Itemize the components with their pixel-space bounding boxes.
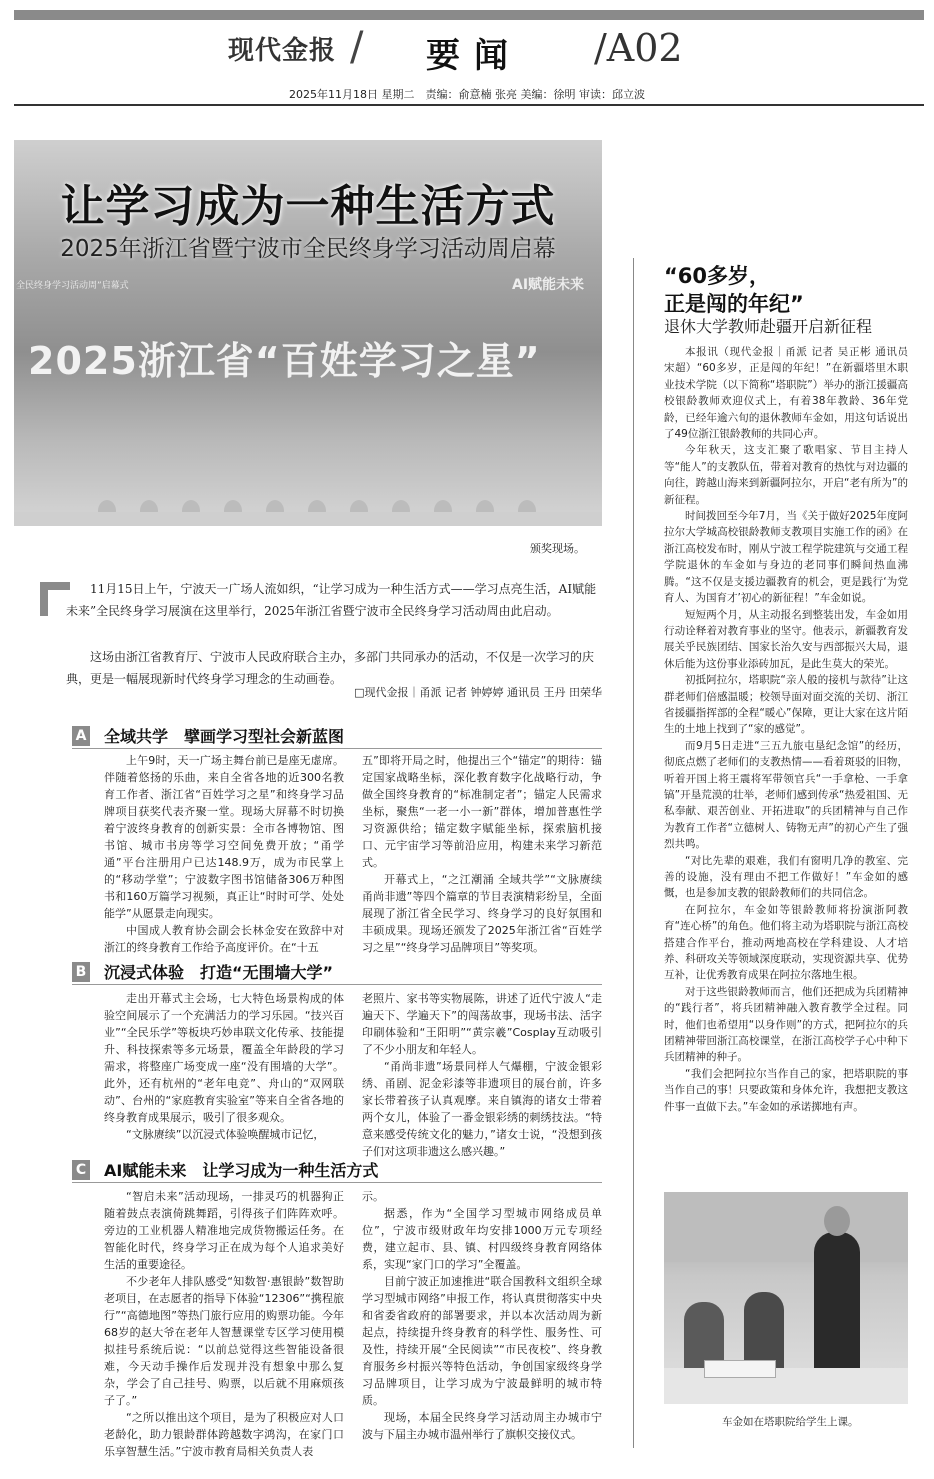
sidebar-paragraph: 本报讯（现代金报｜甬派 记者 吴正彬 通讯员 宋超）“60多岁，正是闯的年纪！”在新疆塔里木职业技术学院（以下简称“塔职院”）举办的浙江援疆高校银龄教师欢迎仪式上，有着38年教龄、36年党龄，已经年逾六旬的退休教师车金如，用这句话说出了49位浙江银龄教师的共同心声。 bbox=[664, 346, 908, 441]
section-a-rule bbox=[72, 748, 602, 749]
section-c-rule bbox=[72, 1182, 602, 1183]
article-paragraph: 目前宁波正加速推进“联合国教科文组织全球学习型城市网络”申报工作，将认真贯彻落实中央和省委省政府的部署要求，并以本次活动周为新起点，持续提升终身教育的科学性、服务性、可及性，持续开展“全民阅读”“市民夜校”、终身教育服务乡村振兴等特色活动，争创国家级终身学习品牌项目，让学习成为宁波最鲜明的城市特质。 bbox=[362, 1275, 602, 1407]
sidebar-paragraph: 对于这些银龄教师而言，他们还把成为兵团精神的“践行者”，将兵团精神融入教育教学全过程。同时，他们也希望用“以身作则”的方式，把阿拉尔的兵团精神带回浙江高校课堂，在浙江高校学子心中种下兵团精神的种子。 bbox=[664, 985, 908, 1064]
section-name: 要闻 bbox=[426, 36, 522, 76]
masthead-rule bbox=[14, 104, 924, 106]
article-paragraph: 老照片、家书等实物展陈，讲述了近代宁波人“走遍天下、学遍天下”的闯荡故事，现场书法、活字印刷体验和“王阳明”“黄宗羲”Cosplay互动吸引了不少小朋友和年轻人。 bbox=[362, 992, 602, 1056]
article-paragraph: 不少老年人排队感受“知数智·惠银龄”数智助老项目，在志愿者的指导下体验“12306”“携程旅行”“高德地图”等热门旅行应用的购票功能。今年68岁的赵大爷在老年人智慧课堂专区学习使用模拟挂号系统后说：“以前总觉得这些智能设备很难，今天动手操作后发现并没有想象中那么复杂，学会了自己挂号、购票，以后就不用麻烦孩子了。” bbox=[104, 1275, 344, 1407]
sidebar-paragraph: 在阿拉尔，车金如等银龄教师将扮演浙阿教育“连心桥”的角色。他们将主动为塔职院与浙江高校搭建合作平台，推动两地高校在学科建设、人才培养、科研攻关等领域深度联动，实现资源共享、优势互补，让优秀教育成果在阿拉尔落地生根。 bbox=[664, 903, 908, 982]
sidebar-subheadline: 退休大学教师赴疆开启新征程 bbox=[664, 317, 873, 336]
article-paragraph: “甬尚非遗”场景同样人气爆棚，宁波金银彩绣、甬剧、泥金彩漆等非遗项目的展台前，许多家长带着孩子认真观摩。来自镇海的诸女士带着两个女儿，体验了一番金银彩绣的刺绣技法。“特意来感受传统文化的魅力，”诸女士说，“没想到孩子们对这项非遗这么感兴趣。” bbox=[362, 1060, 602, 1158]
top-bar bbox=[14, 10, 924, 20]
subheadline: 2025年浙江省暨宁波市全民终身学习活动周启幕 bbox=[60, 236, 556, 262]
sidebar-body bbox=[664, 344, 908, 1115]
stage-brand-logo: AI赋能未来 bbox=[512, 277, 585, 293]
dateline: 2025年11月18日 星期二 责编：俞意楠 张亮 美编：徐明 审读：邱立波 bbox=[289, 88, 645, 101]
sidebar-headline-line2: 正是闯的年纪” bbox=[664, 292, 804, 316]
sidebar-paragraph: 而9月5日走进“三五九旅屯垦纪念馆”的经历，彻底点燃了老师们的支教热情——看着斑驳的旧物，听着开国上将王震将军带领官兵“一手拿枪、一手拿镐”开垦荒漠的壮举，老师们感到传承“热爱祖国、无私奉献、艰苦创业、开拓进取”的兵团精神与自己作为教育工作者“立德树人、铸物无声”的初心产生了强烈共鸣。 bbox=[664, 739, 908, 851]
column-divider bbox=[633, 258, 634, 1448]
newspaper-name: 现代金报 bbox=[228, 36, 337, 66]
section-c-title: AI赋能未来 让学习成为一种生活方式 bbox=[104, 1161, 379, 1180]
article-paragraph: 开幕式上，“之江潮涌 全域共学”“文脉赓续 甬尚非遗”等四个篇章的节目表演精彩纷呈，全面展现了浙江省全民学习、终身学习的良好氛围和丰硕成果。现场还颁发了2025年浙江省“百姓学习之星”“终身学习品牌项目”等奖项。 bbox=[362, 873, 602, 954]
section-b-column-left bbox=[104, 990, 344, 1143]
section-c-column-right bbox=[362, 1188, 602, 1443]
stage-banner-small: 全民终身学习活动周”启幕式 bbox=[16, 281, 129, 291]
sidebar-paragraph: 初抵阿拉尔，塔职院“亲人般的接机与款待”让这群老师们倍感温暖；校领导面对面交流的关切、浙江省援疆指挥部的全程“暖心”保障，更让大家在这片陌生的土地上找到了“家的感觉”。 bbox=[664, 674, 908, 736]
sidebar-paragraph: “我们会把阿拉尔当作自己的家，把塔职院的事当作自己的事！只要政策和身体允许，我想把支教这件事一直做下去。”车金如的承诺掷地有声。 bbox=[664, 1067, 908, 1113]
article-paragraph: 现场，本届全民终身学习活动周主办城市宁波与下届主办城市温州举行了旗帜交接仪式。 bbox=[362, 1411, 602, 1441]
section-c-column-left bbox=[104, 1188, 344, 1460]
article-paragraph: “文脉赓续”以沉浸式体验唤醒城市记忆， bbox=[126, 1128, 325, 1141]
intro-paragraph: 11月15日上午，宁波天一广场人流如织，“让学习成为一种生活方式——学习点亮生活，AI赋能未来”全民终身学习展演在这里举行，2025年浙江省暨宁波市全民终身学习活动周由此启动。 bbox=[66, 582, 597, 618]
article-paragraph: “之所以推出这个项目，是为了积极应对人口老龄化，助力银龄群体跨越数字鸿沟，在家门口乐享智慧生活。”宁波市教育局相关负责人表 bbox=[104, 1411, 344, 1458]
photo-caption: 颁奖现场。 bbox=[530, 542, 585, 555]
section-b-title: 沉浸式体验 打造“无围墙大学” bbox=[104, 963, 334, 982]
intro-paragraph-2: 这场由浙江省教育厅、宁波市人民政府联合主办，多部门共同承办的活动，不仅是一次学习的庆典，更是一幅展现新时代终身学习理念的生动画卷。 bbox=[66, 650, 595, 686]
section-a-marker: A bbox=[72, 726, 90, 746]
masthead-divider: / bbox=[350, 24, 364, 70]
article-paragraph: 示。 bbox=[362, 1190, 384, 1203]
sidebar-paragraph: “对比先辈的艰难，我们有窗明几净的教室、完善的设施，没有理由不把工作做好！”车金如的感慨，也是参加支教的银龄教师们的共同信念。 bbox=[664, 854, 908, 900]
article-paragraph: 五”即将开局之时，他提出三个“锚定”的期待：锚定国家战略坐标，深化教育数字化战略行动，争做全国终身教育的“标准制定者”；锚定人民需求坐标，聚焦“一老一小一新”群体，增加普惠性学习资源供给；锚定数字赋能坐标，探索脑机接口、元宇宙学习等前沿应用，构建未来学习新范式。 bbox=[362, 754, 602, 869]
classroom-photo bbox=[664, 1192, 908, 1404]
article-paragraph: 据悉，作为“全国学习型城市网络成员单位”，宁波市级财政年均安排1000万元专项经费，建立起市、县、镇、村四级终身教育网络体系，实现“家门口的学习”全覆盖。 bbox=[362, 1207, 602, 1271]
section-a-column-right bbox=[362, 752, 602, 956]
section-b-rule bbox=[72, 984, 602, 985]
stage-backdrop-title: 2025浙江省“百姓学习之星” bbox=[28, 339, 541, 383]
section-b-column-right bbox=[362, 990, 602, 1160]
section-a-column-left bbox=[104, 752, 344, 956]
section-b-marker: B bbox=[72, 962, 90, 982]
sidebar-paragraph: 今年秋天，这支汇聚了歌唱家、节目主持人等“能人”的支教队伍，带着对教育的热忱与对边疆的向往，跨越山海来到新疆阿拉尔，开启“老有所为”的新征程。 bbox=[664, 444, 908, 506]
sidebar-headline bbox=[664, 262, 924, 318]
article-paragraph: 走出开幕式主会场，七大特色场景构成的体验空间展示了一个充满活力的学习乐园。“技兴百业”“全民乐学”等板块巧妙串联文化传承、技能提升、科技探索等多元场景，覆盖全年龄段的学习需求，将整座广场变成一座“没有围墙的大学”。此外，还有杭州的“老年电竞”、舟山的“双网联动”、台州的“家庭教育实验室”等来自全省各地的终身教育成果展示，吸引了很多观众。 bbox=[104, 992, 344, 1124]
headline: 让学习成为一种生活方式 bbox=[60, 181, 556, 232]
sidebar-headline-line1: “60多岁， bbox=[664, 264, 771, 288]
article-paragraph: 上午9时，天一广场主舞台前已是座无虚席。伴随着悠扬的乐曲，来自全省各地的近300名教育工作者、浙江省“百姓学习之星”和终身学习品牌项目获奖代表齐聚一堂。现场大屏幕不时切换着宁波终身教育的创新实景：全市各博物馆、图书馆、城市书房等学习空间免费开放；“甬学通”平台注册用户已达148.9万，成为市民掌上的“移动学堂”；宁波数字图书馆储备306万种图书和160万篇学习视频，真正让“时时可学、处处能学”从愿景走向现实。 bbox=[104, 754, 344, 920]
sidebar-paragraph: 短短两个月，从主动报名到整装出发，车金如用行动诠释着对教育事业的坚守。他表示，新疆教育发展关乎民族团结、国家长治久安与西部振兴大局，退休后能为这份事业添砖加瓦，是此生莫大的荣光。 bbox=[664, 608, 908, 670]
byline: □现代金报｜甬派 记者 钟婷婷 通讯员 王丹 田荣华 bbox=[354, 686, 602, 699]
section-c-marker: C bbox=[72, 1160, 90, 1180]
article-paragraph: “智启未来”活动现场，一排灵巧的机器狗正随着鼓点表演倚跳舞蹈，引得孩子们阵阵欢呼。旁边的工业机器人精准地完成货物搬运任务。在智能化时代，终身学习正在成为每个人追求美好生活的重要途径。 bbox=[104, 1190, 344, 1271]
page-number: /A02 bbox=[594, 26, 683, 70]
sidebar-paragraph: 时间拨回至今年7月，当《关于做好2025年度阿拉尔大学城高校银龄教师支教项目实施工作的函》在浙江高校发布时，刚从宁波工程学院建筑与交通工程学院退休的车金如与身边的老同事们瞬间热血沸腾。“这不仅是支援边疆教育的机会，更是践行‘为党育人、为国育才’初心的新征程！”车金如说。 bbox=[664, 510, 908, 605]
section-a-title: 全域共学 擘画学习型社会新蓝图 bbox=[104, 727, 345, 746]
article-paragraph: 中国成人教育协会副会长林金安在致辞中对浙江的终身教育工作给予高度评价。在“十五 bbox=[104, 924, 344, 954]
sidebar-photo-caption: 车金如在塔职院给学生上课。 bbox=[722, 1416, 859, 1428]
